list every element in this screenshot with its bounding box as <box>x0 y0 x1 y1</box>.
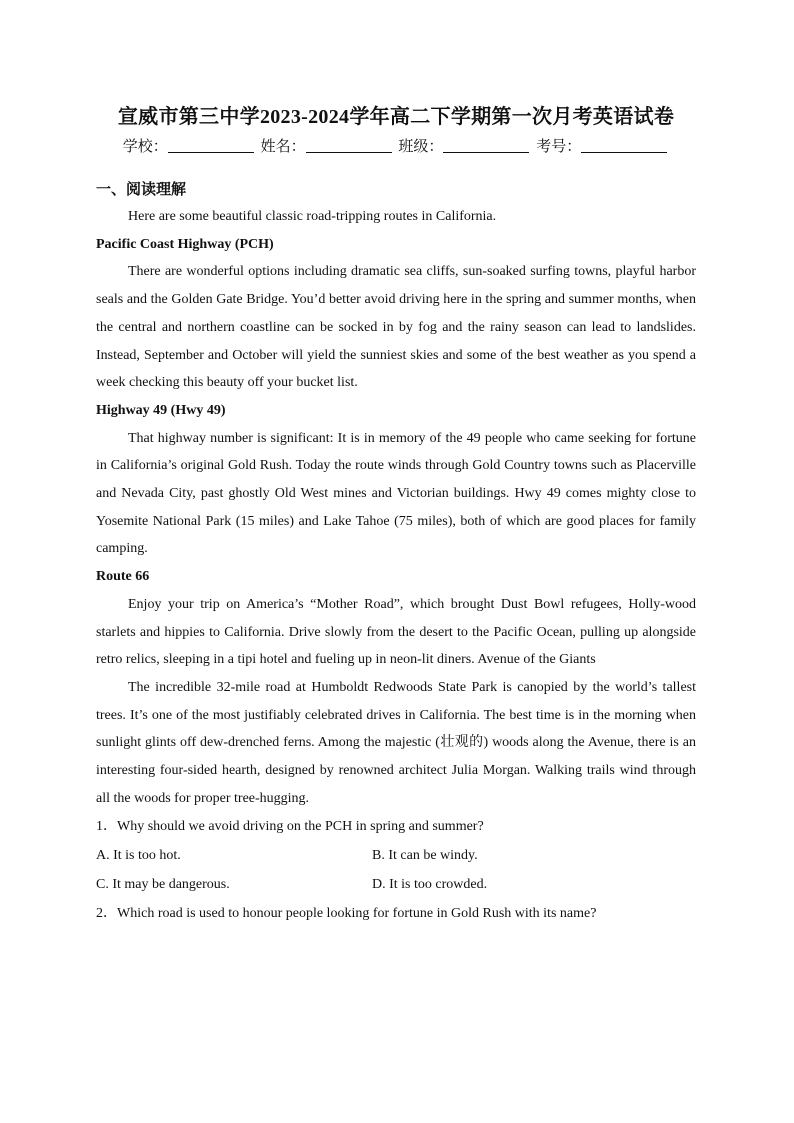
option-b[interactable]: B. It can be windy. <box>372 848 478 864</box>
intro-text: Here are some beautiful classic road-tripping routes in California. <box>128 209 497 224</box>
passage-paragraph: There are wonderful options including dramatic sea cliffs, sun-soaked surfing towns, playful harbor seals and the Golden Gate Bridge. You’d better avoid driving here in the spring and summer months, when the central and northern coastline can be socked in by fog and the rainy season can lead to landslides. Instead, September and October will yield the sunniest skies and some of the best weather as you spend a week checking this beauty off your bucket list. <box>96 264 696 391</box>
question-1-options-row-2 <box>96 870 696 899</box>
name-label: 姓名： <box>260 137 306 155</box>
option-a[interactable]: A. It is too hot. <box>96 848 181 864</box>
school-label: 学校： <box>122 137 168 155</box>
name-blank[interactable] <box>306 138 392 153</box>
school-blank[interactable] <box>168 138 254 153</box>
passage-heading-hwy49: Highway 49 (Hwy 49) <box>96 402 226 418</box>
exam-number-blank[interactable] <box>581 138 667 153</box>
section-heading: 一、阅读理解 <box>96 182 187 198</box>
exam-number-label: 考号： <box>536 137 582 155</box>
exam-page <box>96 100 696 928</box>
exam-title: 宣威市第三中学2023-2024学年高二下学期第一次月考英语试卷 <box>117 106 675 128</box>
passage-heading-route66: Route 66 <box>96 569 150 585</box>
option-d[interactable]: D. It is too crowded. <box>372 877 488 893</box>
question-1-stem: 1．Why should we avoid driving on the PCH in spring and summer? <box>96 819 484 835</box>
passage-paragraph: That highway number is significant: It is in memory of the 49 people who came seeking for fortune in California’s original Gold Rush. Today the route winds through Gold Country towns such as Placerville and Nevada City, past ghostly Old West mines and Victorian buildings. Hwy 49 comes mighty close to Yosemite National Park (15 miles) and Lake Tahoe (75 miles), both of which are good places for family camping. <box>96 430 696 557</box>
passage-heading-pch: Pacific Coast Highway (PCH) <box>96 236 274 252</box>
class-blank[interactable] <box>443 138 529 153</box>
option-c[interactable]: C. It may be dangerous. <box>96 877 230 893</box>
question-2-stem: 2．Which road is used to honour people looking for fortune in Gold Rush with its name? <box>96 906 597 922</box>
question-1-options-row-1 <box>96 841 696 870</box>
class-label: 班级： <box>398 137 444 155</box>
student-info-line <box>96 135 696 156</box>
passage-paragraph: Enjoy your trip on America’s “Mother Road”, which brought Dust Bowl refugees, Holly-wood starlets and hippies to California. Drive slowly from the desert to the Pacific Ocean, pulling up alongside retro relics, sleeping in a tipi hotel and fueling up in neon-lit diners. Avenue of the Giants <box>96 596 696 668</box>
passage-paragraph: The incredible 32-mile road at Humboldt Redwoods State Park is canopied by the world’s tallest trees. It’s one of the most justifiably celebrated drives in California. The best time is in the morning when sunlight glints off dew-drenched ferns. Among the majestic (壮观的) woods along the Avenue, there is an interesting four-sided hearth, designed by renowned architect Julia Morgan. Walking trails wind through all the woods for proper tree-hugging. <box>96 679 696 806</box>
